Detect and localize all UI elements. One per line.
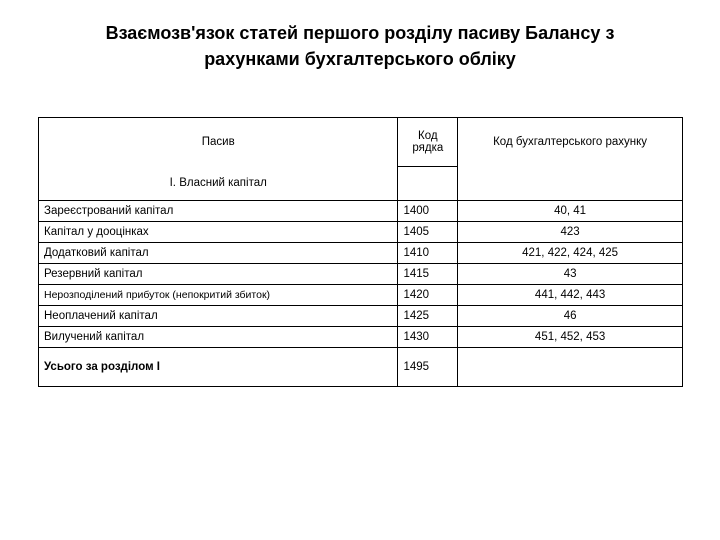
header-code-line-1: Код <box>418 130 438 142</box>
header-liability: Пасив <box>39 118 398 167</box>
row-name: Капітал у дооцінках <box>39 222 398 243</box>
row-accounts: 423 <box>458 222 683 243</box>
row-code: 1430 <box>398 327 458 348</box>
balance-table <box>38 117 683 387</box>
row-code: 1410 <box>398 243 458 264</box>
table-row <box>39 285 683 306</box>
total-row <box>39 348 683 387</box>
section-code-cell <box>398 167 458 201</box>
row-name: Додатковий капітал <box>39 243 398 264</box>
table-row <box>39 243 683 264</box>
page-title <box>40 20 680 72</box>
title-line-2: рахунками бухгалтерського обліку <box>204 49 516 69</box>
row-code: 1415 <box>398 264 458 285</box>
header-account: Код бухгалтерського рахунку <box>458 118 683 167</box>
row-accounts: 43 <box>458 264 683 285</box>
table-header-row <box>39 118 683 167</box>
total-code: 1495 <box>398 348 458 387</box>
row-accounts: 421, 422, 424, 425 <box>458 243 683 264</box>
row-name: Резервний капітал <box>39 264 398 285</box>
section-label: І. Власний капітал <box>169 177 267 190</box>
row-accounts: 40, 41 <box>458 201 683 222</box>
row-code: 1405 <box>398 222 458 243</box>
title-line-1: Взаємозв'язок статей першого розділу пасиву Балансу з <box>105 23 615 43</box>
row-name: Неоплачений капітал <box>39 306 398 327</box>
total-accounts <box>458 348 683 387</box>
row-accounts: 451, 452, 453 <box>458 327 683 348</box>
row-name: Вилучений капітал <box>39 327 398 348</box>
row-code: 1400 <box>398 201 458 222</box>
table-row <box>39 327 683 348</box>
header-code-line-2: рядка <box>412 142 444 154</box>
row-accounts: 46 <box>458 306 683 327</box>
section-title <box>39 167 398 201</box>
row-accounts: 441, 442, 443 <box>458 285 683 306</box>
total-name: Усього за розділом І <box>39 348 398 387</box>
header-code <box>398 118 458 167</box>
table-row <box>39 306 683 327</box>
row-code: 1425 <box>398 306 458 327</box>
row-code: 1420 <box>398 285 458 306</box>
section-account-cell <box>458 167 683 201</box>
table-row <box>39 264 683 285</box>
row-name: Зареєстрований капітал <box>39 201 398 222</box>
table-row <box>39 222 683 243</box>
section-row <box>39 167 683 201</box>
row-name: Нерозподілений прибуток (непокритий збиток) <box>39 285 398 306</box>
table-row <box>39 201 683 222</box>
